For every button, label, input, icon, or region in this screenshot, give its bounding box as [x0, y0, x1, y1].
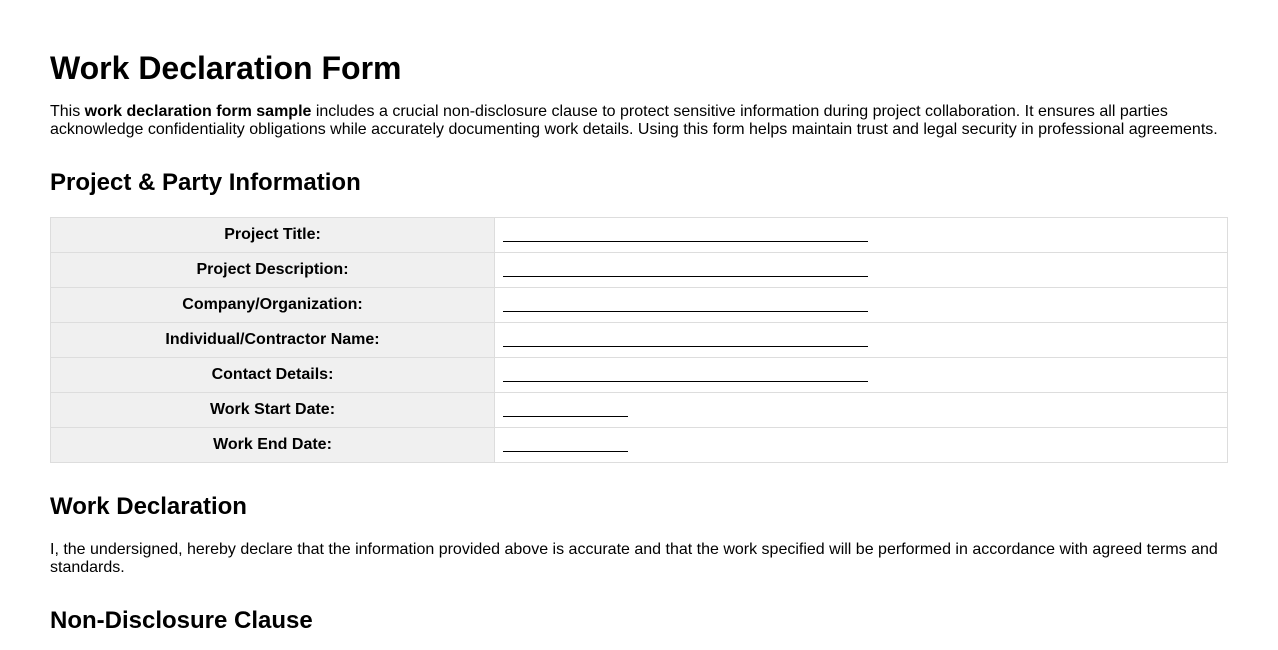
table-row — [51, 323, 1228, 358]
declaration-paragraph: I, the undersigned, hereby declare that the information provided above is accurate and that the work specified will be performed in accordance with agreed terms and standards. — [50, 541, 1218, 576]
table-row — [51, 428, 1228, 463]
page-title: Work Declaration Form — [50, 50, 402, 86]
table-row — [51, 393, 1228, 428]
table-row — [51, 253, 1228, 288]
contact-details-blank[interactable] — [503, 380, 868, 382]
section-heading-project-party: Project & Party Information — [50, 169, 361, 196]
field-cell-project-description — [495, 253, 1228, 288]
field-cell-contact-details — [495, 358, 1228, 393]
field-cell-company — [495, 288, 1228, 323]
section-heading-work-declaration: Work Declaration — [50, 493, 247, 520]
field-cell-work-end-date — [495, 428, 1228, 463]
company-blank[interactable] — [503, 310, 868, 312]
field-label-project-title: Project Title: — [51, 218, 495, 253]
field-cell-project-title — [495, 218, 1228, 253]
intro-prefix: This — [50, 103, 85, 120]
contractor-name-blank[interactable] — [503, 345, 868, 347]
intro-suffix: includes a crucial non-disclosure clause to protect sensitive information during project collaboration. It ensures all parties acknowledge confidentiality obligations while accurately documenting work details. Using this form helps maintain trust and legal security in professional agreements. — [50, 103, 1218, 138]
field-label-company: Company/Organization: — [51, 288, 495, 323]
field-label-contact-details: Contact Details: — [51, 358, 495, 393]
field-cell-contractor-name — [495, 323, 1228, 358]
table-row — [51, 288, 1228, 323]
work-end-date-blank[interactable] — [503, 450, 628, 452]
table-row — [51, 358, 1228, 393]
work-start-date-blank[interactable] — [503, 415, 628, 417]
table-row — [51, 218, 1228, 253]
field-label-work-end-date: Work End Date: — [51, 428, 495, 463]
project-title-blank[interactable] — [503, 240, 868, 242]
project-party-table — [50, 217, 1228, 463]
section-heading-non-disclosure: Non-Disclosure Clause — [50, 607, 313, 634]
field-cell-work-start-date — [495, 393, 1228, 428]
intro-bold-text: work declaration form sample — [84, 103, 312, 120]
project-description-blank[interactable] — [503, 275, 868, 277]
field-label-contractor-name: Individual/Contractor Name: — [51, 323, 495, 358]
field-label-project-description: Project Description: — [51, 253, 495, 288]
field-label-work-start-date: Work Start Date: — [51, 393, 495, 428]
intro-paragraph — [50, 103, 1230, 139]
